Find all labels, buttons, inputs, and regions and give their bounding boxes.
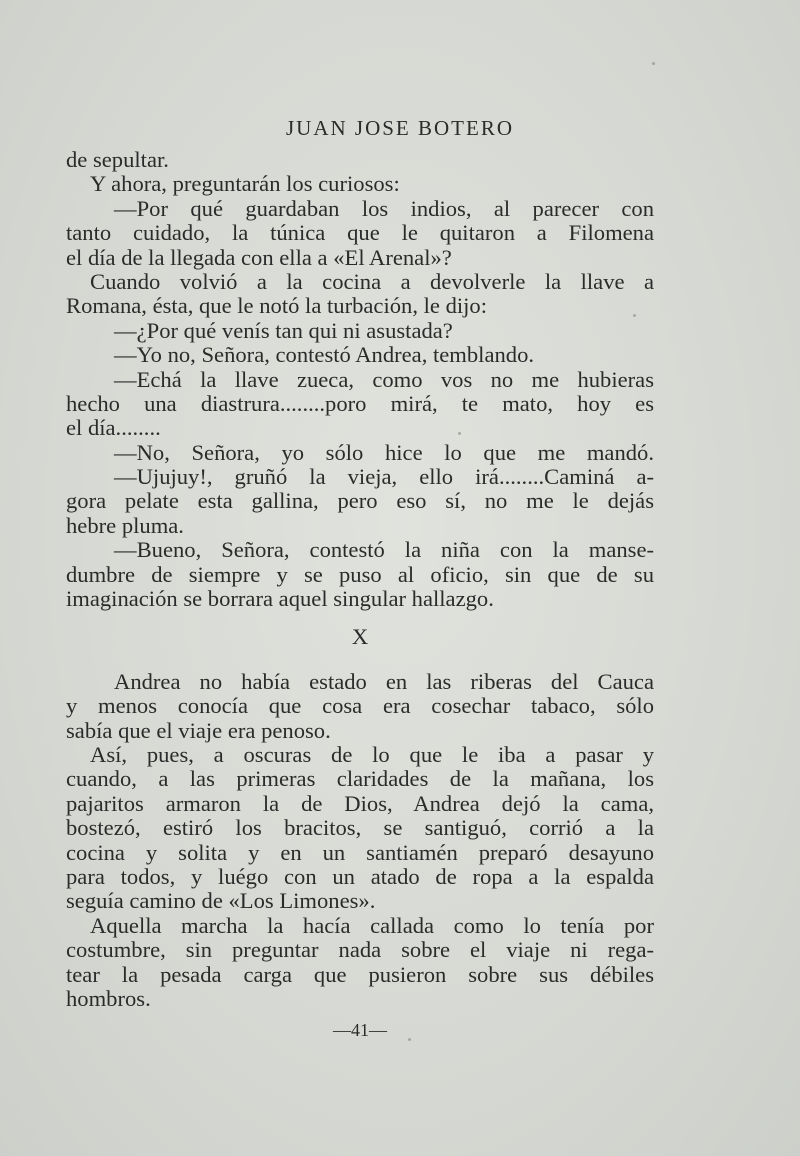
text-line: imaginación se borrara aquel singular hallazgo. bbox=[66, 586, 494, 612]
text-line: —¿Por qué venís tan qui ni asustada? bbox=[114, 317, 453, 343]
text-line: —Echá la llave zueca, como vos no me hubieras bbox=[114, 366, 654, 392]
paragraph-block-before-chapter bbox=[66, 148, 654, 611]
text-line: pajaritos armaron la de Dios, Andrea dejó la cama, bbox=[66, 790, 654, 816]
text-line: dumbre de siempre y se puso al oficio, sin que de su bbox=[66, 561, 654, 587]
text-line: seguía camino de «Los Limones». bbox=[66, 888, 376, 914]
text-line: el día........ bbox=[66, 415, 161, 441]
text-line: el día de la llegada con ella a «El Arenal»? bbox=[66, 244, 452, 270]
text-line: Romana, ésta, que le notó la turbación, le dijo: bbox=[66, 293, 488, 319]
paper-speck bbox=[633, 314, 636, 317]
paragraph-block-chapter-x bbox=[66, 670, 654, 1011]
text-line: sabía que el viaje era penoso. bbox=[66, 717, 331, 743]
text-line: tear la pesada carga que pusieron sobre sus débiles bbox=[66, 961, 654, 987]
text-line: cuando, a las primeras claridades de la mañana, los bbox=[66, 766, 654, 792]
text-line: —Bueno, Señora, contestó la niña con la manse- bbox=[114, 537, 654, 563]
text-line: hebre pluma. bbox=[66, 512, 184, 538]
text-line: hombros. bbox=[66, 985, 151, 1011]
text-line: gora pelate esta gallina, pero eso sí, no me le dejás bbox=[66, 488, 654, 514]
paper-speck bbox=[408, 1038, 411, 1041]
body-text bbox=[66, 148, 654, 1011]
paper-speck bbox=[458, 432, 461, 435]
text-line: Aquella marcha la hacía callada como lo tenía por bbox=[90, 912, 654, 938]
text-line: de sepultar. bbox=[66, 147, 169, 172]
text-line: Y ahora, preguntarán los curiosos: bbox=[90, 171, 400, 197]
text-line: bostezó, estiró los bracitos, se santiguó, corrió a la bbox=[66, 815, 654, 841]
text-line: y menos conocía que cosa era cosechar tabaco, sólo bbox=[66, 693, 654, 719]
running-header: JUAN JOSE BOTERO bbox=[285, 116, 514, 140]
text-line: cocina y solita y en un santiamén preparó desayuno bbox=[66, 839, 654, 865]
text-line: tanto cuidado, la túnica que le quitaron a Filomena bbox=[66, 220, 654, 246]
text-line: costumbre, sin preguntar nada sobre el viaje ni rega- bbox=[66, 937, 654, 963]
text-line: Así, pues, a oscuras de lo que le iba a pasar y bbox=[90, 741, 654, 767]
page-number: —41— bbox=[333, 1020, 387, 1040]
paper-speck bbox=[652, 62, 655, 65]
text-line: hecho una diastrura........poro mirá, te mato, hoy es bbox=[66, 390, 654, 416]
text-line: —No, Señora, yo sólo hice lo que me mandó. bbox=[114, 439, 654, 465]
text-line: —Yo no, Señora, contestó Andrea, temblando. bbox=[114, 342, 535, 368]
text-line: Cuando volvió a la cocina a devolverle la llave a bbox=[90, 268, 654, 294]
text-line: para todos, y luégo con un atado de ropa a la espalda bbox=[66, 863, 654, 889]
text-line: —Ujujuy!, gruñó la vieja, ello irá........Caminá a- bbox=[114, 464, 654, 490]
chapter-number: X bbox=[351, 624, 369, 650]
text-line: —Por qué guardaban los indios, al parecer con bbox=[114, 195, 654, 221]
text-line: Andrea no había estado en las riberas del Cauca bbox=[114, 668, 654, 694]
